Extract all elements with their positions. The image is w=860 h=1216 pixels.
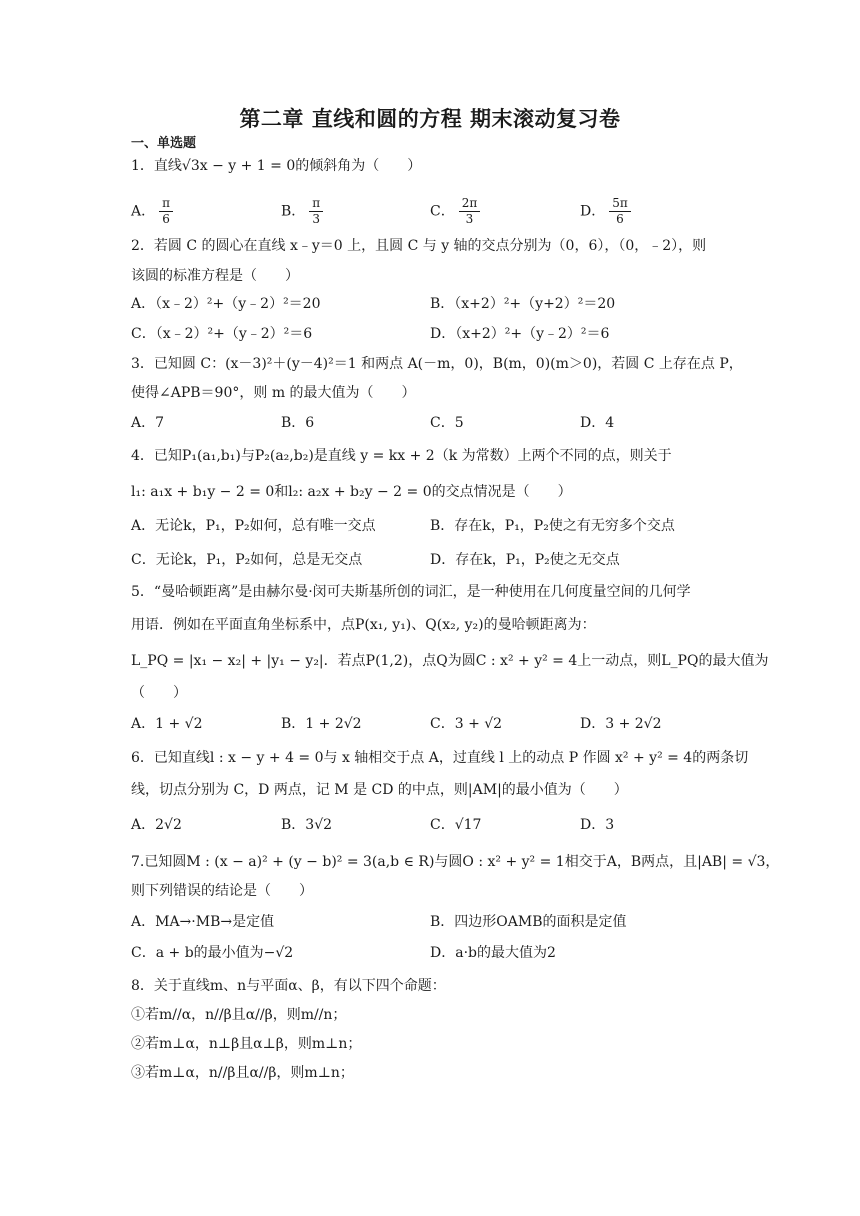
option-label: A． xyxy=(131,203,156,220)
q7-option-a: A．MA→·MB→是定值 xyxy=(131,914,275,930)
q4-stem-line2: l₁: a₁x + b₁y − 2 = 0和l₂: a₂x + b₂y − 2 = 0的交点情况是（ ） xyxy=(131,484,572,500)
q2-option-d: D．（x+2）²+（y﹣2）²＝6 xyxy=(430,326,610,342)
q4-option-a: A．无论k，P₁，P₂如何，总有唯一交点 xyxy=(131,518,376,534)
q6-stem-line2: 线，切点分别为 C，D 两点，记 M 是 CD 的中点，则|AM|的最小值为（ ） xyxy=(131,782,628,798)
q4-option-c: C．无论k，P₁，P₂如何，总是无交点 xyxy=(131,552,363,568)
q3-stem-line2: 使得∠APB＝90°，则 m 的最大值为（ ） xyxy=(131,385,416,401)
q4-option-d: D．存在k，P₁，P₂使之无交点 xyxy=(430,552,620,568)
q6-stem-line1: 6．已知直线l : x − y + 4 = 0与 x 轴相交于点 A，过直线 l 上的动点 P 作圆 x² + y² = 4的两条切 xyxy=(131,750,749,766)
q7-stem-line1: 7.已知圆M : (x − a)² + (y − b)² = 3(a,b ∈ R)与圆O : x² + y² = 1相交于A，B两点，且|AB| = √3， xyxy=(131,854,780,870)
q7-stem-line2: 则下列错误的结论是（ ） xyxy=(131,883,313,899)
q6-option-d: D．3 xyxy=(580,817,615,833)
q1-stem: 1．直线√3x − y + 1 = 0的倾斜角为（ ） xyxy=(131,158,422,174)
q3-option-c: C．5 xyxy=(430,415,464,431)
q4-option-b: B．存在k，P₁，P₂使之有无穷多个交点 xyxy=(430,518,675,534)
q8-proposition-2: ②若m⊥α，n⊥β且α⊥β，则m⊥n； xyxy=(131,1036,362,1052)
q5-stem-line3: L_PQ = |x₁ − x₂| + |y₁ − y₂|．若点P(1,2)，点Q为圆C : x² + y² = 4上一动点，则L_PQ的最大值为 xyxy=(131,653,769,669)
q4-stem-line1: 4．已知P₁(a₁,b₁)与P₂(a₂,b₂)是直线 y = kx + 2（k 为常数）上两个不同的点，则关于 xyxy=(131,448,672,464)
q1-option-c xyxy=(430,196,480,227)
q2-option-a: A．（x﹣2）²+（y﹣2）²＝20 xyxy=(131,296,321,312)
fraction xyxy=(609,196,631,227)
q7-option-c: C．a + b的最小值为−√2 xyxy=(131,945,294,961)
page-title: 第二章 直线和圆的方程 期末滚动复习卷 xyxy=(239,107,621,131)
fraction-denominator: 3 xyxy=(465,212,474,226)
q7-option-d: D．a·b的最大值为2 xyxy=(430,945,556,961)
fraction-numerator: π xyxy=(159,196,173,212)
option-label: D． xyxy=(580,203,606,220)
q3-option-a: A．7 xyxy=(131,415,165,431)
fraction-denominator: 6 xyxy=(162,212,170,226)
fraction xyxy=(459,196,481,227)
q8-stem: 8．关于直线m、n与平面α、β，有以下四个命题： xyxy=(131,978,446,994)
q2-option-b: B．（x+2）²+（y+2）²＝20 xyxy=(430,296,616,312)
q2-option-c: C．（x﹣2）²+（y﹣2）²＝6 xyxy=(131,326,313,342)
q7-option-b: B．四边形OAMB的面积是定值 xyxy=(430,914,627,930)
fraction-numerator: 2π xyxy=(459,196,481,212)
fraction-numerator: π xyxy=(309,196,323,212)
fraction xyxy=(309,196,323,227)
option-label: B． xyxy=(281,203,306,220)
q5-option-a: A．1 + √2 xyxy=(131,716,203,732)
q6-option-b: B．3√2 xyxy=(281,817,333,833)
fraction-denominator: 3 xyxy=(312,212,321,226)
q5-stem-line4: （ ） xyxy=(131,685,187,701)
q5-stem-line2: 用语．例如在平面直角坐标系中，点P(x₁, y₁)、Q(x₂, y₂)的曼哈顿距离为： xyxy=(131,617,596,633)
q6-option-c: C．√17 xyxy=(430,817,482,833)
q3-option-b: B．6 xyxy=(281,415,315,431)
q5-option-b: B．1 + 2√2 xyxy=(281,716,362,732)
fraction-numerator: 5π xyxy=(609,196,631,212)
fraction-denominator: 6 xyxy=(616,212,624,226)
q6-option-a: A．2√2 xyxy=(131,817,182,833)
q3-option-d: D．4 xyxy=(580,415,615,431)
q1-option-d xyxy=(580,196,631,227)
q8-proposition-1: ①若m//α，n//β且α//β，则m//n； xyxy=(131,1007,347,1023)
q2-stem-line2: 该圆的标准方程是（ ） xyxy=(131,268,299,284)
fraction xyxy=(159,196,173,227)
q8-proposition-3: ③若m⊥α，n//β且α//β，则m⊥n； xyxy=(131,1065,354,1081)
q1-option-a xyxy=(131,196,173,227)
q1-option-b xyxy=(281,196,323,227)
q2-stem-line1: 2．若圆 C 的圆心在直线 x﹣y＝0 上，且圆 C 与 y 轴的交点分别为（0，6），（0，﹣2），则 xyxy=(131,238,707,254)
q5-stem-line1: 5．“曼哈顿距离”是由赫尔曼·闵可夫斯基所创的词汇，是一种使用在几何度量空间的几何学 xyxy=(131,584,691,600)
option-label: C． xyxy=(430,203,455,220)
q5-option-d: D．3 + 2√2 xyxy=(580,716,662,732)
q5-option-c: C．3 + √2 xyxy=(430,716,503,732)
section-heading: 一、单选题 xyxy=(131,136,197,151)
q3-stem-line1: 3．已知圆 C：(x－3)²＋(y－4)²＝1 和两点 A(－m，0)，B(m，0)(m＞0)，若圆 C 上存在点 P， xyxy=(131,356,743,372)
